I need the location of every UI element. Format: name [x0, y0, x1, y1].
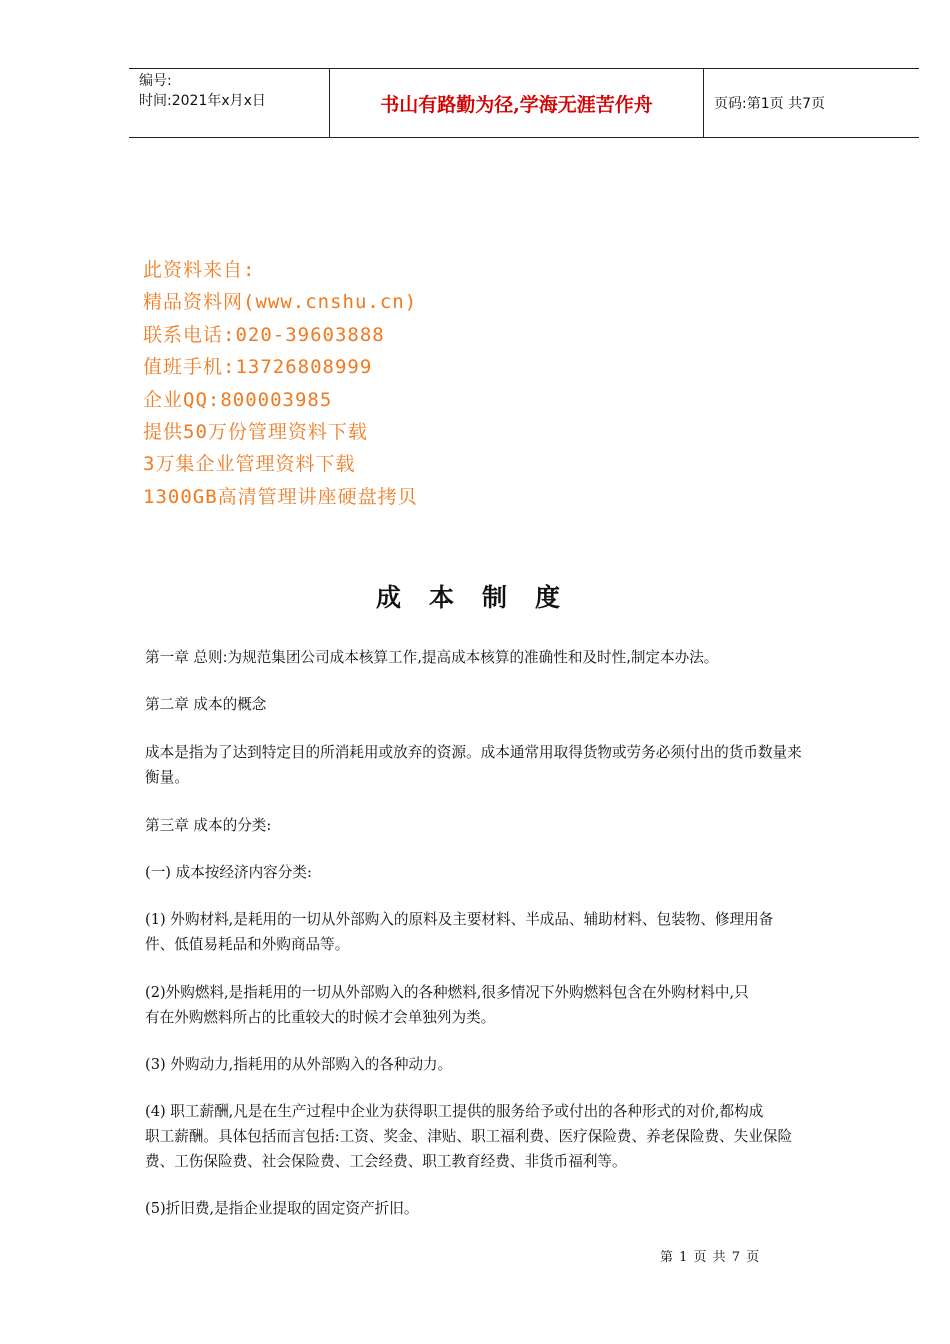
section-1: (一) 成本按经济内容分类:	[145, 864, 312, 881]
page-info: 页码:第1页 共7页	[714, 96, 825, 112]
motto: 书山有路勤为径,学海无涯苦作舟	[330, 69, 704, 137]
promo-line: 精品资料网(www.cnshu.cn)	[143, 291, 418, 314]
item-2-line-2: 有在外购燃料所占的比重较大的时候才会单独列为类。	[145, 1009, 496, 1026]
item-3-line-1: (3) 外购动力,指耗用的从外部购入的各种动力。	[145, 1056, 453, 1073]
time-label: 时间:2021年x月x日	[139, 93, 266, 109]
chapter-2: 第二章 成本的概念	[145, 696, 267, 713]
promo-line: 提供50万份管理资料下载	[143, 421, 368, 444]
promo-line: 此资料来自:	[143, 259, 256, 281]
concept-line-1: 成本是指为了达到特定目的所消耗用或放弃的资源。成本通常用取得货物或劳务必须付出的货币数量来	[145, 744, 802, 761]
item-1-line-2: 件、低值易耗品和外购商品等。	[145, 936, 350, 953]
promo-line: 联系电话:020-39603888	[143, 323, 385, 346]
concept-line-2: 衡量。	[145, 769, 189, 786]
promo-line: 企业QQ:800003985	[143, 388, 333, 411]
header-table	[129, 68, 919, 138]
item-4-line-3: 费、工伤保险费、社会保险费、工会经费、职工教育经费、非货币福利等。	[145, 1153, 627, 1170]
item-4-line-1: (4) 职工薪酬,凡是在生产过程中企业为获得职工提供的服务给予或付出的各种形式的对价,都构成	[145, 1103, 764, 1120]
promo-line: 值班手机:13726808999	[143, 356, 373, 379]
page-footer: 第 1 页 共 7 页	[660, 1250, 761, 1265]
promo-block	[143, 254, 418, 513]
item-5-line-1: (5)折旧费,是指企业提取的固定资产折旧。	[145, 1200, 419, 1217]
item-4-line-2: 职工薪酬。具体包括而言包括:工资、奖金、津贴、职工福利费、医疗保险费、养老保险费、失业保险	[145, 1128, 793, 1145]
serial-label: 编号:	[139, 73, 172, 89]
chapter-1: 第一章 总则:为规范集团公司成本核算工作,提高成本核算的准确性和及时性,制定本办法。	[145, 649, 719, 666]
item-1-line-1: (1) 外购材料,是耗用的一切从外部购入的原料及主要材料、半成品、辅助材料、包装物、修理用备	[145, 911, 774, 928]
header-left-cell	[129, 69, 330, 137]
promo-line: 3万集企业管理资料下载	[143, 453, 356, 476]
chapter-3: 第三章 成本的分类:	[145, 817, 272, 834]
document-title: 成本制度	[375, 583, 588, 612]
promo-line: 1300GB高清管理讲座硬盘拷贝	[143, 485, 418, 508]
item-2-line-1: (2)外购燃料,是指耗用的一切从外部购入的各种燃料,很多情况下外购燃料包含在外购材料中,只	[145, 984, 749, 1001]
